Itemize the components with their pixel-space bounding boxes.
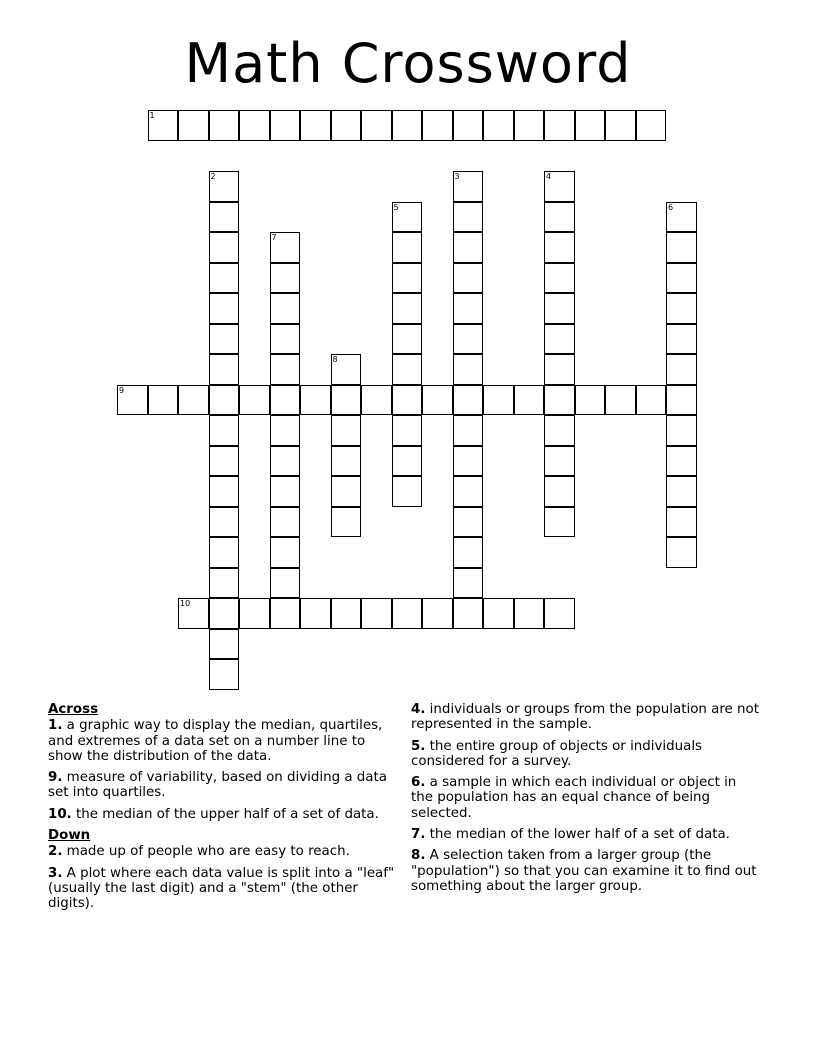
cell-number: 8 xyxy=(332,355,338,364)
clue-number: 3. xyxy=(48,865,63,881)
grid-cell[interactable] xyxy=(331,446,362,477)
grid-cell[interactable] xyxy=(331,354,362,385)
grid-cell[interactable] xyxy=(453,415,484,446)
grid-cell[interactable] xyxy=(544,232,575,263)
grid-cell[interactable] xyxy=(636,110,667,141)
grid-cell[interactable] xyxy=(270,537,301,568)
grid-cell[interactable] xyxy=(300,598,331,629)
clue-text: measure of variability, based on dividing a data set into quartiles. xyxy=(48,770,387,801)
grid-cell[interactable] xyxy=(270,507,301,538)
grid-cell[interactable] xyxy=(422,598,453,629)
clue-text: the median of the upper half of a set of data. xyxy=(76,806,379,822)
grid-cell[interactable] xyxy=(361,110,392,141)
grid-cell[interactable] xyxy=(178,110,209,141)
grid-cell[interactable] xyxy=(483,598,514,629)
grid-cell[interactable] xyxy=(209,263,240,294)
grid-cell[interactable] xyxy=(209,354,240,385)
clue-text: A plot where each data value is split into a "leaf" (usually the last digit) and a "stem" (the other digits). xyxy=(48,865,395,912)
grid-cell[interactable] xyxy=(392,232,423,263)
grid-cell[interactable] xyxy=(392,110,423,141)
grid-cell[interactable] xyxy=(270,476,301,507)
grid-cell[interactable] xyxy=(392,446,423,477)
grid-cell[interactable] xyxy=(453,171,484,202)
cell-number: 4 xyxy=(546,172,552,181)
grid-cell[interactable] xyxy=(239,110,270,141)
clue-number: 8. xyxy=(411,848,426,864)
grid-cell[interactable] xyxy=(544,476,575,507)
grid-cell[interactable] xyxy=(453,476,484,507)
clue-number: 7. xyxy=(411,827,426,843)
grid-cell[interactable] xyxy=(514,598,545,629)
clue-text: made up of people who are easy to reach. xyxy=(66,844,350,860)
grid-cell[interactable] xyxy=(666,415,697,446)
grid-cell[interactable] xyxy=(270,385,301,416)
grid-cell[interactable] xyxy=(239,598,270,629)
grid-cell[interactable] xyxy=(331,415,362,446)
clue-number: 2. xyxy=(48,844,63,860)
grid-cell[interactable] xyxy=(605,110,636,141)
clues-left-column xyxy=(48,702,396,918)
grid-cell[interactable] xyxy=(544,171,575,202)
grid-cell[interactable] xyxy=(453,598,484,629)
grid-cell[interactable] xyxy=(270,263,301,294)
cell-number: 9 xyxy=(119,385,125,395)
grid-cell[interactable] xyxy=(392,598,423,629)
grid-cell[interactable] xyxy=(544,415,575,446)
grid-cell[interactable] xyxy=(209,598,240,629)
grid-cell[interactable] xyxy=(453,354,484,385)
grid-cell[interactable] xyxy=(392,385,423,416)
clue-across-10 xyxy=(48,807,396,822)
grid-cell[interactable] xyxy=(483,385,514,416)
clue-text: the median of the lower half of a set of data. xyxy=(429,827,730,843)
grid-cell[interactable] xyxy=(453,293,484,324)
grid-cell[interactable] xyxy=(270,354,301,385)
grid-cell[interactable] xyxy=(666,293,697,324)
grid-cell[interactable] xyxy=(666,476,697,507)
grid-cell[interactable] xyxy=(392,476,423,507)
grid-cell[interactable] xyxy=(270,110,301,141)
grid-cell[interactable] xyxy=(209,110,240,141)
grid-cell[interactable] xyxy=(209,568,240,599)
grid-cell[interactable] xyxy=(666,324,697,355)
clue-number: 5. xyxy=(411,738,426,754)
grid-cell[interactable] xyxy=(270,324,301,355)
grid-cell[interactable] xyxy=(209,659,240,690)
cell-number: 1 xyxy=(149,111,155,120)
clue-text: the entire group of objects or individuals considered for a survey. xyxy=(411,738,703,769)
grid-cell[interactable] xyxy=(392,354,423,385)
grid-cell[interactable] xyxy=(605,385,636,416)
clue-text: a sample in which each individual or object in the population has an equal chance of being selected. xyxy=(411,775,737,821)
grid-cell[interactable] xyxy=(209,385,240,416)
grid-cell[interactable] xyxy=(422,110,453,141)
grid-cell[interactable] xyxy=(331,598,362,629)
grid-cell[interactable] xyxy=(331,110,362,141)
grid-cell[interactable] xyxy=(544,507,575,538)
clue-down-2 xyxy=(48,844,396,859)
clue-number: 6. xyxy=(411,775,426,791)
clue-number: 9. xyxy=(48,770,63,786)
grid-cell[interactable] xyxy=(483,110,514,141)
clue-down-7 xyxy=(411,827,761,842)
grid-cell[interactable] xyxy=(209,324,240,355)
grid-cell[interactable] xyxy=(392,202,423,233)
grid-cell[interactable] xyxy=(544,598,575,629)
clue-text: A selection taken from a larger group (the "population") so that you can examine it to find out something about the larger group. xyxy=(411,848,757,894)
grid-cell[interactable] xyxy=(270,293,301,324)
grid-cell[interactable] xyxy=(453,568,484,599)
grid-cell[interactable] xyxy=(453,507,484,538)
grid-cell[interactable] xyxy=(453,232,484,263)
grid-cell[interactable] xyxy=(331,476,362,507)
cell-number: 6 xyxy=(668,202,674,212)
grid-cell[interactable] xyxy=(422,385,453,416)
grid-cell[interactable] xyxy=(514,110,545,141)
cell-number: 5 xyxy=(393,202,399,212)
grid-cell[interactable] xyxy=(270,598,301,629)
grid-cell[interactable] xyxy=(392,324,423,355)
clue-text: individuals or groups from the population are not represented in the sample. xyxy=(411,702,759,733)
clue-number: 10. xyxy=(48,806,72,822)
grid-cell[interactable] xyxy=(666,263,697,294)
grid-cell[interactable] xyxy=(544,354,575,385)
grid-cell[interactable] xyxy=(209,415,240,446)
clue-number: 4. xyxy=(411,702,426,717)
across-heading: Across xyxy=(48,702,99,717)
grid-cell[interactable] xyxy=(209,446,240,477)
grid-cell[interactable] xyxy=(392,293,423,324)
grid-cell[interactable] xyxy=(544,293,575,324)
grid-cell[interactable] xyxy=(453,446,484,477)
cell-number: 3 xyxy=(454,172,460,181)
grid-cell[interactable] xyxy=(544,263,575,294)
grid-cell[interactable] xyxy=(239,385,270,416)
grid-cell[interactable] xyxy=(148,385,179,416)
grid-cell[interactable] xyxy=(544,324,575,355)
grid-cell[interactable] xyxy=(270,446,301,477)
grid-cell[interactable] xyxy=(544,202,575,233)
cell-number: 7 xyxy=(271,233,277,242)
page-title: Math Crossword xyxy=(184,32,632,95)
clue-across-1 xyxy=(48,718,396,764)
clue-across-9 xyxy=(48,770,396,801)
grid-cell[interactable] xyxy=(331,385,362,416)
grid-cell[interactable] xyxy=(300,110,331,141)
grid-cell[interactable] xyxy=(544,385,575,416)
grid-cell[interactable] xyxy=(209,537,240,568)
grid-cell[interactable] xyxy=(392,415,423,446)
grid-cell[interactable] xyxy=(666,232,697,263)
grid-cell[interactable] xyxy=(666,537,697,568)
grid-cell[interactable] xyxy=(544,110,575,141)
grid-cell[interactable] xyxy=(453,202,484,233)
grid-cell[interactable] xyxy=(331,507,362,538)
grid-cell[interactable] xyxy=(270,568,301,599)
grid-cell[interactable] xyxy=(209,629,240,660)
grid-cell[interactable] xyxy=(270,415,301,446)
grid-cell[interactable] xyxy=(453,537,484,568)
grid-cell[interactable] xyxy=(117,385,148,416)
grid-cell[interactable] xyxy=(666,385,697,416)
down-heading: Down xyxy=(48,828,91,844)
clue-down-8 xyxy=(411,848,761,894)
grid-cell[interactable] xyxy=(636,385,667,416)
clue-down-3 xyxy=(48,866,396,912)
clue-down-6 xyxy=(411,775,761,821)
clues-right-column xyxy=(411,702,761,900)
grid-cell[interactable] xyxy=(209,171,240,202)
grid-cell[interactable] xyxy=(361,598,392,629)
grid-cell[interactable] xyxy=(666,354,697,385)
cell-number: 10 xyxy=(180,599,191,608)
grid-cell[interactable] xyxy=(361,385,392,416)
grid-cell[interactable] xyxy=(544,446,575,477)
clue-text: a graphic way to display the median, quartiles, and extremes of a data set on a number line to show the distribution of the data. xyxy=(48,718,383,764)
grid-cell[interactable] xyxy=(453,385,484,416)
grid-cell[interactable] xyxy=(209,293,240,324)
grid-cell[interactable] xyxy=(209,476,240,507)
grid-cell[interactable] xyxy=(300,385,331,416)
grid-cell[interactable] xyxy=(209,202,240,233)
grid-cell[interactable] xyxy=(666,507,697,538)
grid-cell[interactable] xyxy=(209,507,240,538)
grid-cell[interactable] xyxy=(453,110,484,141)
clue-number: 1. xyxy=(48,718,63,734)
grid-cell[interactable] xyxy=(209,232,240,263)
grid-cell[interactable] xyxy=(392,263,423,294)
grid-cell[interactable] xyxy=(575,110,606,141)
grid-cell[interactable] xyxy=(453,324,484,355)
grid-cell[interactable] xyxy=(148,110,179,141)
clue-down-5 xyxy=(411,739,761,770)
grid-cell[interactable] xyxy=(178,598,209,629)
grid-cell[interactable] xyxy=(453,263,484,294)
grid-cell[interactable] xyxy=(575,385,606,416)
clue-down-4 xyxy=(411,702,761,733)
grid-cell[interactable] xyxy=(514,385,545,416)
grid-cell[interactable] xyxy=(666,202,697,233)
grid-cell[interactable] xyxy=(270,232,301,263)
grid-cell[interactable] xyxy=(666,446,697,477)
cell-number: 2 xyxy=(210,172,216,181)
grid-cell[interactable] xyxy=(178,385,209,416)
